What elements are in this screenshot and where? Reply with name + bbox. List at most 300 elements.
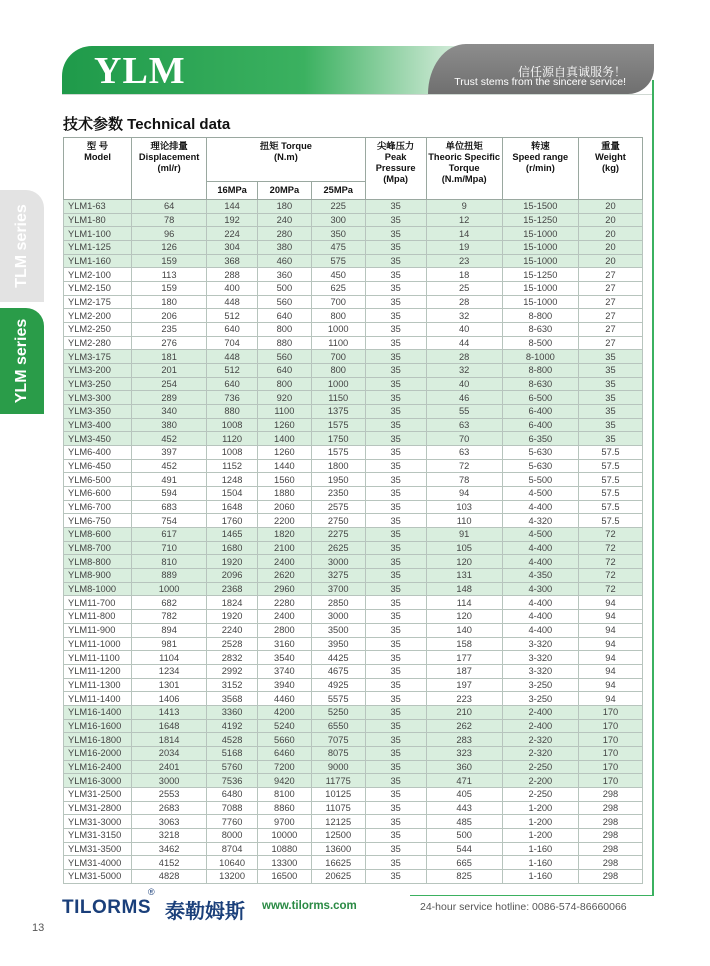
table-row — [64, 596, 643, 610]
table-cell: 27 — [578, 323, 642, 337]
table-cell: 35 — [365, 514, 426, 528]
table-cell: 15-1000 — [502, 227, 578, 241]
brand-logo: TILORMS — [62, 897, 151, 918]
table-row — [64, 842, 643, 856]
table-cell: 4-320 — [502, 514, 578, 528]
table-cell: 3000 — [311, 610, 365, 624]
table-cell: 35 — [365, 391, 426, 405]
table-cell: 6460 — [257, 746, 311, 760]
table-cell: 6-400 — [502, 405, 578, 419]
table-row — [64, 787, 643, 801]
table-row — [64, 241, 643, 255]
table-cell: 448 — [207, 350, 258, 364]
table-cell: 2-250 — [502, 760, 578, 774]
table-cell: YLM11-1400 — [64, 692, 132, 706]
brand-logo-chinese: 泰勒姆斯 — [165, 901, 245, 923]
table-cell: 560 — [257, 295, 311, 309]
table-cell: 368 — [207, 254, 258, 268]
table-cell: 170 — [578, 760, 642, 774]
table-cell: 114 — [426, 596, 502, 610]
technical-data-table — [63, 137, 643, 884]
table-cell: YLM11-1200 — [64, 664, 132, 678]
table-cell: 1-160 — [502, 856, 578, 870]
table-row — [64, 623, 643, 637]
table-row — [64, 295, 643, 309]
table-cell: 2528 — [207, 637, 258, 651]
table-cell: 158 — [426, 637, 502, 651]
table-row — [64, 473, 643, 487]
table-row — [64, 637, 643, 651]
table-body — [64, 200, 643, 884]
table-cell: 1920 — [207, 610, 258, 624]
col-header-16mpa: 16MPa — [207, 182, 258, 200]
table-cell: 1760 — [207, 514, 258, 528]
table-cell: YLM31-3150 — [64, 828, 132, 842]
table-cell: YLM31-2500 — [64, 787, 132, 801]
table-cell: 35 — [578, 377, 642, 391]
table-cell: YLM3-200 — [64, 364, 132, 378]
table-cell: 12500 — [311, 828, 365, 842]
table-cell: 35 — [365, 418, 426, 432]
table-cell: 35 — [365, 869, 426, 883]
table-row — [64, 200, 643, 214]
table-row — [64, 391, 643, 405]
side-tab-ylm-series[interactable] — [0, 308, 44, 414]
table-cell: 28 — [426, 295, 502, 309]
table-cell: 283 — [426, 733, 502, 747]
table-cell: 298 — [578, 787, 642, 801]
col-header-torque: 扭矩 Torque (N.m) — [207, 138, 365, 182]
slogan-chinese: 信任源自真诚服务！ — [517, 65, 626, 79]
table-cell: 35 — [365, 213, 426, 227]
table-cell: 3063 — [132, 815, 207, 829]
table-cell: YLM8-1000 — [64, 582, 132, 596]
side-tab-ylm-label: YLM series — [13, 318, 31, 404]
table-cell: YLM3-450 — [64, 432, 132, 446]
table-cell: 397 — [132, 446, 207, 460]
service-hotline: 24-hour service hotline: 0086-574-86660066 — [420, 901, 627, 913]
table-cell: 981 — [132, 637, 207, 651]
table-cell: 2850 — [311, 596, 365, 610]
table-cell: 2-400 — [502, 705, 578, 719]
table-cell: 210 — [426, 705, 502, 719]
table-cell: 640 — [207, 323, 258, 337]
table-cell: 475 — [311, 241, 365, 255]
col-header-25mpa: 25MPa — [311, 182, 365, 200]
table-cell: YLM6-600 — [64, 487, 132, 501]
table-cell: 5575 — [311, 692, 365, 706]
table-cell: 35 — [365, 596, 426, 610]
table-cell: 2200 — [257, 514, 311, 528]
table-cell: 1814 — [132, 733, 207, 747]
table-cell: 15-1000 — [502, 282, 578, 296]
table-cell: 360 — [257, 268, 311, 282]
table-cell: 3-250 — [502, 692, 578, 706]
table-row — [64, 582, 643, 596]
table-row — [64, 487, 643, 501]
table-cell: 2992 — [207, 664, 258, 678]
table-cell: 736 — [207, 391, 258, 405]
table-cell: 96 — [132, 227, 207, 241]
table-cell: 276 — [132, 336, 207, 350]
table-cell: 35 — [365, 692, 426, 706]
table-cell: YLM16-2000 — [64, 746, 132, 760]
col-header-weight: 重量 Weight (kg) — [578, 138, 642, 200]
table-cell: 57.5 — [578, 487, 642, 501]
table-cell: 1575 — [311, 418, 365, 432]
table-row — [64, 432, 643, 446]
table-cell: 12 — [426, 213, 502, 227]
table-cell: 35 — [365, 364, 426, 378]
table-cell: 187 — [426, 664, 502, 678]
table-cell: YLM2-175 — [64, 295, 132, 309]
table-cell: YLM8-700 — [64, 541, 132, 555]
table-cell: 3740 — [257, 664, 311, 678]
table-cell: 405 — [426, 787, 502, 801]
table-cell: 20 — [578, 213, 642, 227]
table-cell: 2960 — [257, 582, 311, 596]
table-cell: YLM3-350 — [64, 405, 132, 419]
table-cell: 113 — [132, 268, 207, 282]
table-cell: 23 — [426, 254, 502, 268]
table-cell: 35 — [365, 746, 426, 760]
table-cell: 1152 — [207, 459, 258, 473]
table-row — [64, 500, 643, 514]
table-cell: 3700 — [311, 582, 365, 596]
table-cell: 35 — [365, 446, 426, 460]
table-cell: 35 — [365, 582, 426, 596]
table-cell: 594 — [132, 487, 207, 501]
table-cell: 35 — [365, 555, 426, 569]
table-cell: YLM6-500 — [64, 473, 132, 487]
table-cell: 8-1000 — [502, 350, 578, 364]
table-cell: 35 — [578, 391, 642, 405]
table-cell: YLM6-400 — [64, 446, 132, 460]
table-cell: 225 — [311, 200, 365, 214]
table-cell: 14 — [426, 227, 502, 241]
table-cell: 44 — [426, 336, 502, 350]
table-row — [64, 774, 643, 788]
table-cell: YLM31-4000 — [64, 856, 132, 870]
table-cell: 1406 — [132, 692, 207, 706]
table-cell: 2-320 — [502, 733, 578, 747]
table-cell: 35 — [578, 364, 642, 378]
table-cell: 35 — [365, 705, 426, 719]
table-cell: 35 — [365, 405, 426, 419]
table-cell: 15-1500 — [502, 200, 578, 214]
table-cell: 810 — [132, 555, 207, 569]
table-cell: 1-200 — [502, 828, 578, 842]
table-cell: 682 — [132, 596, 207, 610]
table-cell: 1150 — [311, 391, 365, 405]
table-cell: 3360 — [207, 705, 258, 719]
table-cell: 170 — [578, 774, 642, 788]
table-cell: 192 — [207, 213, 258, 227]
col-header-peak-pressure: 尖峰压力 Peak Pressure (Mpa) — [365, 138, 426, 200]
table-cell: 1301 — [132, 678, 207, 692]
table-cell: 57.5 — [578, 459, 642, 473]
right-green-rule — [652, 80, 654, 896]
page-title: YLM — [94, 50, 186, 92]
table-cell: 289 — [132, 391, 207, 405]
table-cell: 298 — [578, 856, 642, 870]
table-row — [64, 213, 643, 227]
table-cell: 94 — [578, 651, 642, 665]
table-cell: 35 — [365, 336, 426, 350]
table-cell: 800 — [311, 309, 365, 323]
table-cell: 880 — [257, 336, 311, 350]
table-cell: 7536 — [207, 774, 258, 788]
table-cell: 3000 — [311, 555, 365, 569]
table-cell: 754 — [132, 514, 207, 528]
table-cell: 2553 — [132, 787, 207, 801]
table-row — [64, 323, 643, 337]
table-cell: YLM1-160 — [64, 254, 132, 268]
table-cell: 35 — [365, 241, 426, 255]
table-cell: 25 — [426, 282, 502, 296]
table-row — [64, 446, 643, 460]
table-cell: 1950 — [311, 473, 365, 487]
table-cell: 288 — [207, 268, 258, 282]
table-cell: 35 — [578, 350, 642, 364]
table-cell: 10000 — [257, 828, 311, 842]
table-cell: 1248 — [207, 473, 258, 487]
table-cell: YLM31-5000 — [64, 869, 132, 883]
table-cell: YLM2-280 — [64, 336, 132, 350]
table-row — [64, 459, 643, 473]
table-cell: 35 — [365, 432, 426, 446]
table-cell: 298 — [578, 815, 642, 829]
table-cell: 2275 — [311, 528, 365, 542]
table-cell: YLM11-800 — [64, 610, 132, 624]
website-link[interactable]: www.tilorms.com — [262, 900, 357, 912]
table-cell: 2683 — [132, 801, 207, 815]
table-cell: 180 — [132, 295, 207, 309]
table-cell: YLM11-1100 — [64, 651, 132, 665]
table-cell: 159 — [132, 254, 207, 268]
table-cell: YLM1-125 — [64, 241, 132, 255]
table-cell: 575 — [311, 254, 365, 268]
table-cell: 2368 — [207, 582, 258, 596]
table-cell: 6550 — [311, 719, 365, 733]
table-cell: 1-160 — [502, 842, 578, 856]
table-cell: 201 — [132, 364, 207, 378]
table-cell: 2400 — [257, 610, 311, 624]
table-cell: 35 — [365, 651, 426, 665]
table-cell: 72 — [578, 582, 642, 596]
table-cell: YLM6-450 — [64, 459, 132, 473]
table-cell: YLM1-80 — [64, 213, 132, 227]
table-cell: 2280 — [257, 596, 311, 610]
table-cell: 177 — [426, 651, 502, 665]
table-cell: 491 — [132, 473, 207, 487]
table-cell: 131 — [426, 569, 502, 583]
table-cell: 94 — [578, 623, 642, 637]
registered-mark: ® — [148, 887, 155, 897]
table-row — [64, 364, 643, 378]
table-cell: 240 — [257, 213, 311, 227]
table-cell: 13300 — [257, 856, 311, 870]
table-cell: 35 — [365, 473, 426, 487]
table-row — [64, 377, 643, 391]
table-cell: 880 — [207, 405, 258, 419]
table-cell: 665 — [426, 856, 502, 870]
table-cell: 35 — [365, 610, 426, 624]
table-cell: 500 — [426, 828, 502, 842]
table-cell: 1260 — [257, 446, 311, 460]
table-cell: 544 — [426, 842, 502, 856]
table-cell: YLM2-100 — [64, 268, 132, 282]
table-cell: 4192 — [207, 719, 258, 733]
table-cell: 512 — [207, 364, 258, 378]
table-cell: 460 — [257, 254, 311, 268]
table-cell: 298 — [578, 842, 642, 856]
table-cell: 72 — [578, 569, 642, 583]
table-cell: 448 — [207, 295, 258, 309]
table-cell: YLM6-700 — [64, 500, 132, 514]
table-cell: 2240 — [207, 623, 258, 637]
table-cell: 32 — [426, 364, 502, 378]
col-header-20mpa: 20MPa — [257, 182, 311, 200]
table-cell: YLM3-400 — [64, 418, 132, 432]
table-cell: 5760 — [207, 760, 258, 774]
table-cell: 94 — [578, 678, 642, 692]
table-cell: 35 — [365, 282, 426, 296]
table-cell: 2400 — [257, 555, 311, 569]
table-cell: 3950 — [311, 637, 365, 651]
table-cell: 148 — [426, 582, 502, 596]
table-cell: 1-200 — [502, 801, 578, 815]
table-cell: 2575 — [311, 500, 365, 514]
table-cell: 8075 — [311, 746, 365, 760]
table-cell: 170 — [578, 719, 642, 733]
table-cell: 380 — [132, 418, 207, 432]
table-cell: 4200 — [257, 705, 311, 719]
table-cell: YLM2-150 — [64, 282, 132, 296]
table-cell: 1100 — [311, 336, 365, 350]
table-cell: 8000 — [207, 828, 258, 842]
table-cell: 1008 — [207, 418, 258, 432]
table-cell: 2096 — [207, 569, 258, 583]
table-row — [64, 651, 643, 665]
table-cell: 4675 — [311, 664, 365, 678]
table-cell: 3462 — [132, 842, 207, 856]
table-cell: 35 — [365, 828, 426, 842]
table-row — [64, 569, 643, 583]
table-cell: 110 — [426, 514, 502, 528]
table-cell: 1-160 — [502, 869, 578, 883]
table-cell: 180 — [257, 200, 311, 214]
table-cell: 400 — [207, 282, 258, 296]
table-cell: 20 — [578, 241, 642, 255]
table-cell: 5250 — [311, 705, 365, 719]
table-cell: YLM8-800 — [64, 555, 132, 569]
table-cell: 35 — [365, 377, 426, 391]
table-cell: 4425 — [311, 651, 365, 665]
table-cell: 889 — [132, 569, 207, 583]
table-row — [64, 514, 643, 528]
table-cell: 800 — [257, 323, 311, 337]
table-cell: 4460 — [257, 692, 311, 706]
table-cell: 40 — [426, 377, 502, 391]
table-row — [64, 227, 643, 241]
table-cell: 35 — [365, 227, 426, 241]
side-tab-tlm-series[interactable] — [0, 190, 44, 302]
table-cell: 103 — [426, 500, 502, 514]
table-cell: 55 — [426, 405, 502, 419]
table-cell: 4828 — [132, 869, 207, 883]
table-cell: YLM16-1800 — [64, 733, 132, 747]
table-cell: 360 — [426, 760, 502, 774]
table-cell: 197 — [426, 678, 502, 692]
table-cell: YLM11-1300 — [64, 678, 132, 692]
table-cell: 1400 — [257, 432, 311, 446]
table-row — [64, 541, 643, 555]
table-cell: 11075 — [311, 801, 365, 815]
table-cell: 380 — [257, 241, 311, 255]
table-cell: 35 — [365, 678, 426, 692]
table-cell: 700 — [311, 295, 365, 309]
table-cell: 4-350 — [502, 569, 578, 583]
table-cell: 35 — [578, 418, 642, 432]
table-cell: 9000 — [311, 760, 365, 774]
table-cell: 8-500 — [502, 336, 578, 350]
table-cell: 94 — [578, 610, 642, 624]
table-cell: 350 — [311, 227, 365, 241]
table-cell: 35 — [365, 254, 426, 268]
table-cell: 704 — [207, 336, 258, 350]
section-title: 技术参数 Technical data — [63, 116, 231, 133]
table-cell: 4152 — [132, 856, 207, 870]
table-cell: 4-400 — [502, 500, 578, 514]
table-cell: 8-800 — [502, 309, 578, 323]
table-cell: 1800 — [311, 459, 365, 473]
table-cell: 8-800 — [502, 364, 578, 378]
page-number: 13 — [32, 922, 45, 934]
table-cell: 640 — [257, 309, 311, 323]
table-cell: 105 — [426, 541, 502, 555]
table-cell: 6-350 — [502, 432, 578, 446]
table-cell: 35 — [365, 459, 426, 473]
table-cell: 471 — [426, 774, 502, 788]
table-cell: 2625 — [311, 541, 365, 555]
table-cell: 27 — [578, 295, 642, 309]
table-cell: 1-200 — [502, 815, 578, 829]
table-row — [64, 254, 643, 268]
table-row — [64, 555, 643, 569]
table-row — [64, 828, 643, 842]
table-cell: 223 — [426, 692, 502, 706]
table-cell: YLM11-700 — [64, 596, 132, 610]
table-cell: 91 — [426, 528, 502, 542]
table-cell: 452 — [132, 432, 207, 446]
table-cell: 710 — [132, 541, 207, 555]
col-header-displacement: 理论排量 Displacement (ml/r) — [132, 138, 207, 200]
table-cell: 35 — [578, 405, 642, 419]
table-cell: 485 — [426, 815, 502, 829]
table-cell: 6-500 — [502, 391, 578, 405]
table-cell: 20 — [578, 200, 642, 214]
table-cell: YLM1-100 — [64, 227, 132, 241]
table-cell: 57.5 — [578, 514, 642, 528]
table-cell: 4-500 — [502, 487, 578, 501]
table-cell: 40 — [426, 323, 502, 337]
table-cell: 6480 — [207, 787, 258, 801]
table-cell: YLM3-300 — [64, 391, 132, 405]
table-cell: 1000 — [132, 582, 207, 596]
col-header-model: 型 号 Model — [64, 138, 132, 200]
table-cell: 170 — [578, 733, 642, 747]
